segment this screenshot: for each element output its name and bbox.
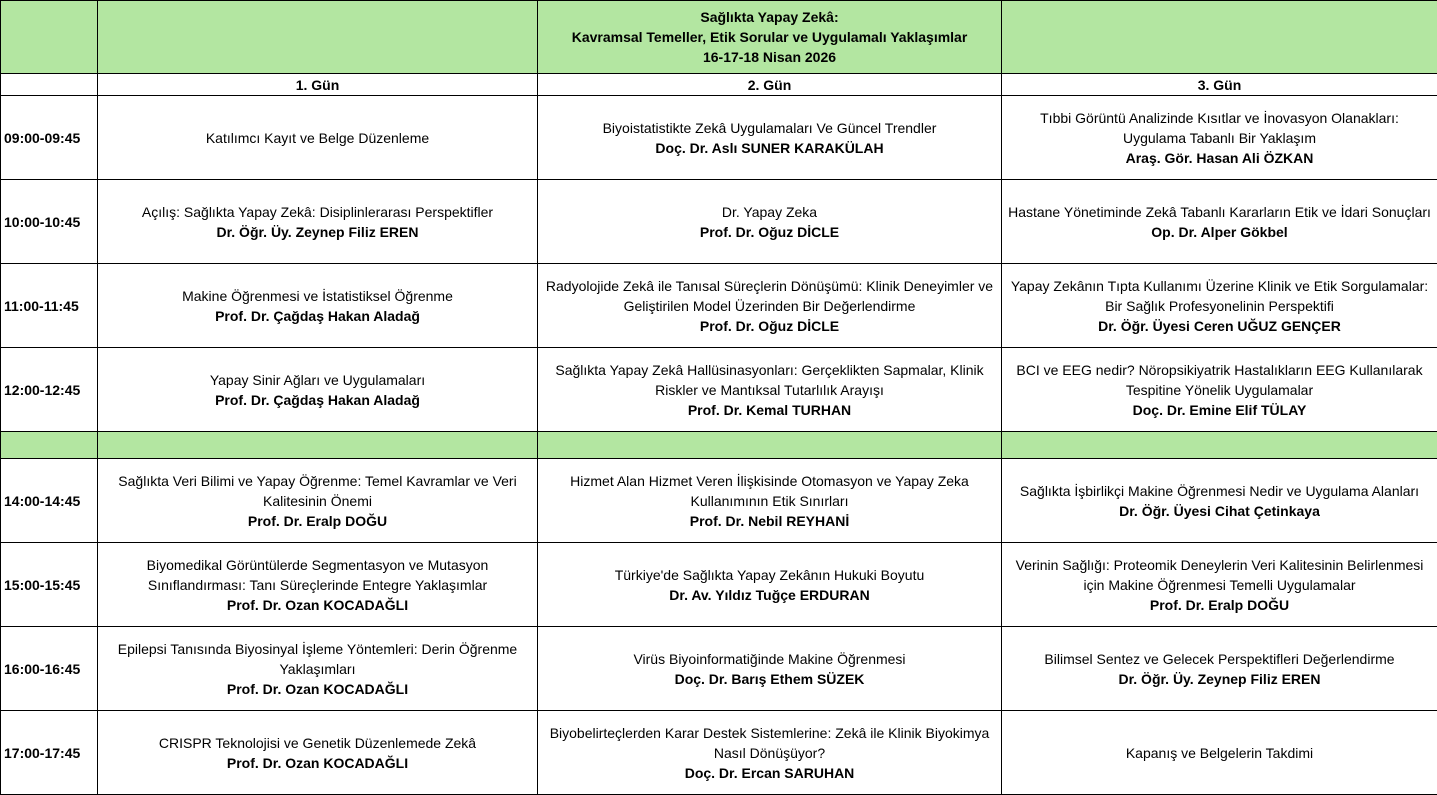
session-cell-day-1 [98,264,538,348]
title-right-cell [1002,1,1437,74]
talk-title: Radyolojide Zekâ ile Tanısal Süreçlerin Dönüşümü: Klinik Deneyimler ve Geliştirilen Model Üzerinden Bir Değerlendirme [544,276,995,316]
session-cell-day-2 [538,711,1002,795]
event-dates: 16-17-18 Nisan 2026 [544,47,995,67]
speaker-name: Prof. Dr. Çağdaş Hakan Aladağ [104,390,531,410]
speaker-name: Araş. Gör. Hasan Ali ÖZKAN [1008,148,1431,168]
speaker-name: Prof. Dr. Ozan KOCADAĞLI [104,679,531,699]
corner-cell [1,1,98,74]
session-cell-day-2 [538,264,1002,348]
time-slot: 16:00-16:45 [1,627,98,711]
talk-title: BCI ve EEG nedir? Nöropsikiyatrik Hastalıkların EEG Kullanılarak Tespitine Yönelik Uygulamalar [1008,360,1431,400]
talk-title: Yapay Zekânın Tıpta Kullanımı Üzerine Klinik ve Etik Sorgulamalar: Bir Sağlık Profesyonelinin Perspektifi [1008,276,1431,316]
session-row [1,180,1437,264]
time-slot: 09:00-09:45 [1,96,98,180]
session-cell-day-1 [98,96,538,180]
talk-title: Biyoistatistikte Zekâ Uygulamaları Ve Güncel Trendler [544,118,995,138]
afternoon-sessions [1,459,1437,795]
talk-title: Hizmet Alan Hizmet Veren İlişkisinde Otomasyon ve Yapay Zeka Kullanımının Etik Sınırları [544,471,995,511]
speaker-name: Prof. Dr. Ozan KOCADAĞLI [104,595,531,615]
session-row [1,711,1437,795]
session-cell-day-2 [538,543,1002,627]
speaker-name: Prof. Dr. Ozan KOCADAĞLI [104,753,531,773]
talk-title: Bilimsel Sentez ve Gelecek Perspektifleri Değerlendirme [1008,649,1431,669]
session-cell-day-3 [1002,180,1437,264]
time-slot: 14:00-14:45 [1,459,98,543]
time-slot: 17:00-17:45 [1,711,98,795]
talk-title: Tıbbi Görüntü Analizinde Kısıtlar ve İnovasyon Olanakları: Uygulama Tabanlı Bir Yaklaşım [1008,108,1431,148]
talk-title: Virüs Biyoinformatiğinde Makine Öğrenmesi [544,649,995,669]
morning-sessions [1,96,1437,432]
title-cell [538,1,1002,74]
talk-title: Yapay Sinir Ağları ve Uygulamaları [104,370,531,390]
talk-title: Sağlıkta Yapay Zekâ Hallüsinasyonları: Gerçeklikten Sapmalar, Klinik Riskler ve Mantıksal Tutarlılık Arayışı [544,360,995,400]
speaker-name: Prof. Dr. Eralp DOĞU [104,511,531,531]
session-row [1,348,1437,432]
speaker-name: Prof. Dr. Oğuz DİCLE [544,222,995,242]
title-row [1,1,1437,74]
session-cell-day-2 [538,180,1002,264]
speaker-name: Prof. Dr. Nebil REYHANİ [544,511,995,531]
speaker-name: Doç. Dr. Barış Ethem SÜZEK [544,669,995,689]
day-header-2: 2. Gün [538,74,1002,96]
speaker-name: Prof. Dr. Çağdaş Hakan Aladağ [104,306,531,326]
event-subtitle: Kavramsal Temeller, Etik Sorular ve Uygulamalı Yaklaşımlar [544,27,995,47]
time-slot: 10:00-10:45 [1,180,98,264]
speaker-name: Prof. Dr. Kemal TURHAN [544,400,995,420]
speaker-name: Dr. Av. Yıldız Tuğçe ERDURAN [544,585,995,605]
session-row [1,459,1437,543]
session-cell-day-2 [538,459,1002,543]
session-cell-day-1 [98,348,538,432]
talk-title: Hastane Yönetiminde Zekâ Tabanlı Kararların Etik ve İdari Sonuçları [1008,202,1431,222]
session-row [1,627,1437,711]
talk-title: Sağlıkta İşbirlikçi Makine Öğrenmesi Nedir ve Uygulama Alanları [1008,481,1431,501]
speaker-name: Doç. Dr. Aslı SUNER KARAKÜLAH [544,138,995,158]
talk-title: Epilepsi Tanısında Biyosinyal İşleme Yöntemleri: Derin Öğrenme Yaklaşımları [104,639,531,679]
time-slot: 11:00-11:45 [1,264,98,348]
talk-title: Kapanış ve Belgelerin Takdimi [1008,743,1431,763]
talk-title: Biyomedikal Görüntülerde Segmentasyon ve Mutasyon Sınıflandırması: Tanı Süreçlerinde Entegre Yaklaşımlar [104,555,531,595]
talk-title: Katılımcı Kayıt ve Belge Düzenleme [104,128,531,148]
talk-title: Biyobelirteçlerden Karar Destek Sistemlerine: Zekâ ile Klinik Biyokimya Nasıl Dönüşüyor? [544,723,995,763]
talk-title: Sağlıkta Veri Bilimi ve Yapay Öğrenme: Temel Kavramlar ve Veri Kalitesinin Önemi [104,471,531,511]
session-cell-day-2 [538,96,1002,180]
break-cell [1,432,98,459]
session-cell-day-1 [98,180,538,264]
break-cell [538,432,1002,459]
speaker-name: Prof. Dr. Eralp DOĞU [1008,595,1431,615]
talk-title: Dr. Yapay Zeka [544,202,995,222]
speaker-name: Doç. Dr. Ercan SARUHAN [544,763,995,783]
title-left-cell [98,1,538,74]
day-header-empty [1,74,98,96]
event-title: Sağlıkta Yapay Zekâ: [544,7,995,27]
speaker-name: Dr. Öğr. Üyesi Cihat Çetinkaya [1008,501,1431,521]
session-cell-day-3 [1002,711,1437,795]
lunch-break-row [1,432,1437,459]
talk-title: Makine Öğrenmesi ve İstatistiksel Öğrenme [104,286,531,306]
break-cell [98,432,538,459]
session-cell-day-1 [98,543,538,627]
session-cell-day-1 [98,459,538,543]
time-slot: 12:00-12:45 [1,348,98,432]
session-cell-day-1 [98,711,538,795]
day-header-3: 3. Gün [1002,74,1437,96]
session-row [1,543,1437,627]
session-row [1,96,1437,180]
break-cell [1002,432,1437,459]
speaker-name: Dr. Öğr. Üy. Zeynep Filiz EREN [104,222,531,242]
session-cell-day-1 [98,627,538,711]
speaker-name: Prof. Dr. Oğuz DİCLE [544,316,995,336]
session-row [1,264,1437,348]
talk-title: Verinin Sağlığı: Proteomik Deneylerin Veri Kalitesinin Belirlenmesi için Makine Öğrenmesi Temelli Uygulamalar [1008,555,1431,595]
time-slot: 15:00-15:45 [1,543,98,627]
session-cell-day-3 [1002,627,1437,711]
day-header-1: 1. Gün [98,74,538,96]
talk-title: CRISPR Teknolojisi ve Genetik Düzenlemede Zekâ [104,733,531,753]
speaker-name: Op. Dr. Alper Gökbel [1008,222,1431,242]
session-cell-day-3 [1002,348,1437,432]
session-cell-day-3 [1002,96,1437,180]
speaker-name: Dr. Öğr. Üyesi Ceren UĞUZ GENÇER [1008,316,1431,336]
session-cell-day-3 [1002,459,1437,543]
talk-title: Türkiye'de Sağlıkta Yapay Zekânın Hukuki Boyutu [544,565,995,585]
speaker-name: Dr. Öğr. Üy. Zeynep Filiz EREN [1008,669,1431,689]
session-cell-day-3 [1002,543,1437,627]
talk-title: Açılış: Sağlıkta Yapay Zekâ: Disiplinlerarası Perspektifler [104,202,531,222]
day-header-row [1,74,1437,96]
session-cell-day-3 [1002,264,1437,348]
session-cell-day-2 [538,627,1002,711]
speaker-name: Doç. Dr. Emine Elif TÜLAY [1008,400,1431,420]
session-cell-day-2 [538,348,1002,432]
